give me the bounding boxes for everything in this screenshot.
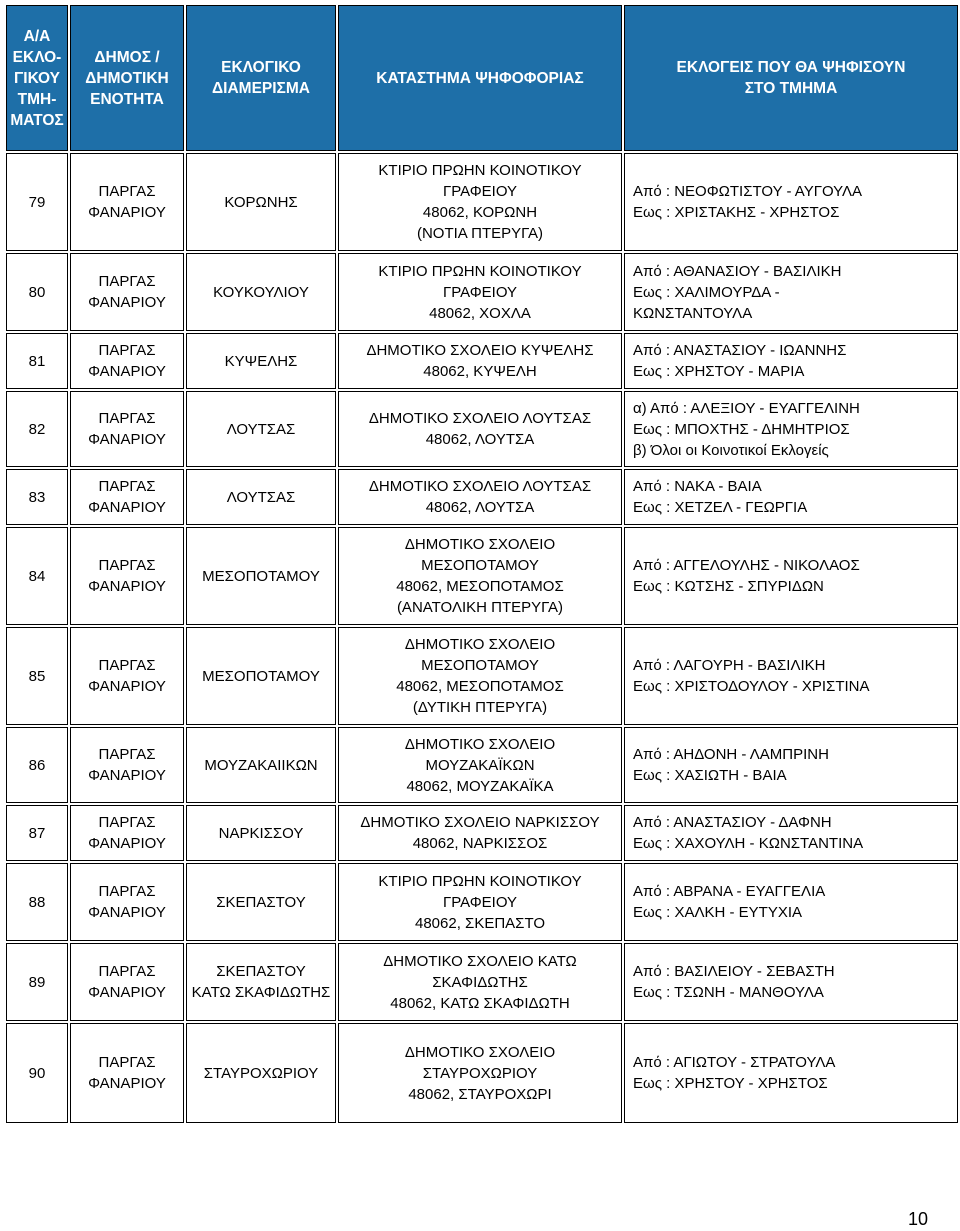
voters-range-cell bbox=[624, 863, 958, 941]
municipality-cell bbox=[70, 527, 184, 625]
cell-line: 48062, ΚΥΨΕΛΗ bbox=[423, 363, 537, 380]
cell-line: Από : ΒΑΣΙΛΕΙΟΥ - ΣΕΒΑΣΤΗ bbox=[633, 963, 835, 980]
cell-line: ΕΝΟΤΗΤΑ bbox=[90, 90, 164, 108]
cell-line: 48062, ΚΟΡΩΝΗ bbox=[422, 204, 538, 221]
electoral-district-cell bbox=[186, 253, 336, 331]
cell-line: ΔΗΜΟΤΙΚΟ ΣΧΟΛΕΙΟ bbox=[404, 536, 556, 553]
cell-line: ΜΟΥΖΑΚΑΙΙΚΩΝ bbox=[204, 756, 318, 774]
electoral-district-cell bbox=[186, 333, 336, 389]
polling-station-cell bbox=[338, 527, 622, 625]
cell-line: ΦΑΝΑΡΙΟΥ bbox=[88, 204, 166, 221]
cell-line: ΦΑΝΑΡΙΟΥ bbox=[88, 984, 166, 1001]
cell-line: 48062, ΝΑΡΚΙΣΣΟΣ bbox=[412, 835, 548, 852]
section-number-cell: 81 bbox=[6, 333, 68, 389]
cell-line: Εως : ΜΠΟΧΤΗΣ - ΔΗΜΗΤΡΙΟΣ bbox=[633, 420, 850, 438]
electoral-district-cell bbox=[186, 627, 336, 725]
cell-line: (ΔΥΤΙΚΗ ΠΤΕΡΥΓΑ) bbox=[412, 699, 548, 716]
cell-line: ΠΑΡΓΑΣ bbox=[98, 478, 156, 495]
cell-line: Από : ΑΗΔΟΝΗ - ΛΑΜΠΡΙΝΗ bbox=[633, 746, 829, 763]
cell-line: ΔΗΜΟΣ / bbox=[94, 48, 160, 66]
municipality-cell bbox=[70, 627, 184, 725]
cell-line: ΚΤΙΡΙΟ ΠΡΩΗΝ ΚΟΙΝΟΤΙΚΟΥ bbox=[378, 262, 582, 280]
polling-station-cell bbox=[338, 391, 622, 467]
cell-line: Από : ΝΑΚΑ - ΒΑΙΑ bbox=[633, 478, 762, 495]
electoral-district-cell bbox=[186, 943, 336, 1021]
electoral-district-cell bbox=[186, 469, 336, 525]
cell-line: ΚΤΙΡΙΟ ΠΡΩΗΝ ΚΟΙΝΟΤΙΚΟΥ bbox=[378, 162, 582, 179]
electoral-district-cell bbox=[186, 153, 336, 251]
voters-range-cell bbox=[624, 805, 958, 861]
electoral-district-cell bbox=[186, 727, 336, 803]
table-row bbox=[6, 727, 958, 803]
cell-line: ΜΕΣΟΠΟΤΑΜΟΥ bbox=[202, 667, 320, 685]
table-row bbox=[6, 527, 958, 625]
cell-line: ΚΑΤΑΣΤΗΜΑ ΨΗΦΟΦΟΡΙΑΣ bbox=[376, 69, 584, 87]
cell-line: Από : ΑΝΑΣΤΑΣΙΟΥ - ΙΩΑΝΝΗΣ bbox=[633, 342, 847, 359]
cell-line: Από : ΑΓΙΩΤΟΥ - ΣΤΡΑΤΟΥΛΑ bbox=[633, 1054, 836, 1071]
polling-station-cell bbox=[338, 1023, 622, 1123]
section-number-cell: 90 bbox=[6, 1023, 68, 1123]
cell-line: Εως : ΧΡΗΣΤΟΥ - ΧΡΗΣΤΟΣ bbox=[633, 1075, 828, 1092]
table-row bbox=[6, 469, 958, 525]
cell-line: ΕΚΛΟΓΙΚΟ bbox=[221, 59, 301, 76]
cell-line: ΛΟΥΤΣΑΣ bbox=[226, 488, 296, 506]
cell-line: ΜΟΥΖΑΚΑΪΚΩΝ bbox=[425, 756, 535, 774]
cell-line: ΠΑΡΓΑΣ bbox=[98, 410, 156, 427]
cell-line: Εως : ΧΑΛΚΗ - ΕΥΤΥΧΙΑ bbox=[633, 904, 802, 921]
cell-line: ΜΕΣΟΠΟΤΑΜΟΥ bbox=[202, 567, 320, 585]
electoral-district-cell bbox=[186, 1023, 336, 1123]
polling-stations-table bbox=[4, 3, 960, 1125]
cell-line: ΔΗΜΟΤΙΚΟ ΣΧΟΛΕΙΟ bbox=[404, 735, 556, 753]
cell-line: ΜΕΣΟΠΟΤΑΜΟΥ bbox=[421, 557, 539, 574]
cell-line: ΚΟΡΩΝΗΣ bbox=[224, 193, 298, 211]
polling-station-cell bbox=[338, 805, 622, 861]
table-row bbox=[6, 391, 958, 467]
cell-line: ΚΩΝΣΤΑΝΤΟΥΛΑ bbox=[633, 304, 753, 322]
polling-station-cell bbox=[338, 943, 622, 1021]
cell-line: Εως : ΧΑΣΙΩΤΗ - ΒΑΙΑ bbox=[633, 767, 787, 784]
voters-range-cell bbox=[624, 333, 958, 389]
cell-line: Από : ΝΕΟΦΩΤΙΣΤΟΥ - ΑΥΓΟΥΛΑ bbox=[633, 183, 863, 200]
municipality-cell bbox=[70, 469, 184, 525]
cell-line: Από : ΑΘΑΝΑΣΙΟΥ - ΒΑΣΙΛΙΚΗ bbox=[633, 262, 842, 280]
cell-line: Εως : ΧΡΙΣΤΑΚΗΣ - ΧΡΗΣΤΟΣ bbox=[633, 204, 840, 221]
electoral-district-cell bbox=[186, 805, 336, 861]
table-body bbox=[6, 153, 958, 1123]
electoral-district-cell bbox=[186, 863, 336, 941]
cell-line: ΝΑΡΚΙΣΣΟΥ bbox=[218, 824, 304, 842]
cell-line: ΓΙΚΟΥ bbox=[13, 69, 61, 87]
cell-line: ΠΑΡΓΑΣ bbox=[98, 746, 156, 763]
header-row bbox=[6, 5, 958, 151]
cell-line: ΦΑΝΑΡΙΟΥ bbox=[88, 431, 166, 448]
cell-line: ΔΗΜΟΤΙΚΟ ΣΧΟΛΕΙΟ ΚΥΨΕΛΗΣ bbox=[366, 342, 594, 359]
cell-line: ΣΤΑΥΡΟΧΩΡΙΟΥ bbox=[422, 1064, 538, 1082]
cell-line: ΣΚΕΠΑΣΤΟΥ bbox=[216, 963, 306, 980]
section-number-cell: 87 bbox=[6, 805, 68, 861]
cell-line: ΔΗΜΟΤΙΚΟ ΣΧΟΛΕΙΟ bbox=[404, 1043, 556, 1061]
cell-line: 48062, ΜΕΣΟΠΟΤΑΜΟΣ bbox=[396, 578, 564, 595]
cell-line: ΚΥΨΕΛΗΣ bbox=[224, 352, 298, 370]
cell-line: ΦΑΝΑΡΙΟΥ bbox=[88, 678, 166, 695]
cell-line: ΠΑΡΓΑΣ bbox=[98, 963, 156, 980]
cell-line: 48062, ΛΟΥΤΣΑ bbox=[425, 431, 535, 448]
header-section-number bbox=[6, 5, 68, 151]
header-electoral-district bbox=[186, 5, 336, 151]
cell-line: ΛΟΥΤΣΑΣ bbox=[226, 420, 296, 438]
cell-line: ΔΗΜΟΤΙΚΟ ΣΧΟΛΕΙΟ ΛΟΥΤΣΑΣ bbox=[368, 410, 592, 427]
table-row bbox=[6, 333, 958, 389]
cell-line: Από : ΑΓΓΕΛΟΥΛΗΣ - ΝΙΚΟΛΑΟΣ bbox=[633, 557, 860, 574]
municipality-cell bbox=[70, 805, 184, 861]
cell-line: Εως : ΤΣΩΝΗ - ΜΑΝΘΟΥΛΑ bbox=[633, 984, 824, 1001]
cell-line: ΦΑΝΑΡΙΟΥ bbox=[88, 294, 166, 311]
voters-range-cell bbox=[624, 527, 958, 625]
section-number-cell: 82 bbox=[6, 391, 68, 467]
header-polling-station bbox=[338, 5, 622, 151]
cell-line: ΦΑΝΑΡΙΟΥ bbox=[88, 578, 166, 595]
cell-line: ΦΑΝΑΡΙΟΥ bbox=[88, 904, 166, 921]
section-number-cell: 79 bbox=[6, 153, 68, 251]
polling-station-cell bbox=[338, 469, 622, 525]
cell-line: 48062, ΜΕΣΟΠΟΤΑΜΟΣ bbox=[396, 678, 564, 695]
cell-line: Εως : ΧΡΗΣΤΟΥ - ΜΑΡΙΑ bbox=[633, 363, 805, 380]
cell-line: ΔΙΑΜΕΡΙΣΜΑ bbox=[212, 80, 310, 97]
cell-line: ΔΗΜΟΤΙΚΟ ΣΧΟΛΕΙΟ ΛΟΥΤΣΑΣ bbox=[368, 478, 592, 495]
polling-station-cell bbox=[338, 153, 622, 251]
cell-line: β) Όλοι οι Κοινοτικοί Εκλογείς bbox=[633, 441, 829, 459]
cell-line: 48062, ΧΟΧΛΑ bbox=[429, 304, 531, 322]
cell-line: ΔΗΜΟΤΙΚΟ ΣΧΟΛΕΙΟ ΚΑΤΩ bbox=[383, 952, 577, 970]
table-row bbox=[6, 805, 958, 861]
table-row bbox=[6, 863, 958, 941]
table-row bbox=[6, 627, 958, 725]
cell-line: ΦΑΝΑΡΙΟΥ bbox=[88, 1075, 166, 1092]
cell-line: ΚΑΤΩ ΣΚΑΦΙΔΩΤΗΣ bbox=[191, 984, 331, 1001]
section-number-cell: 85 bbox=[6, 627, 68, 725]
voters-range-cell bbox=[624, 727, 958, 803]
cell-line: 48062, ΛΟΥΤΣΑ bbox=[425, 499, 535, 516]
cell-line: ΣΤΟ ΤΜΗΜΑ bbox=[744, 80, 838, 97]
table-row bbox=[6, 253, 958, 331]
municipality-cell bbox=[70, 727, 184, 803]
cell-line: Εως : ΧΑΛΙΜΟΥΡΔΑ - bbox=[633, 283, 780, 301]
cell-line: ΠΑΡΓΑΣ bbox=[98, 557, 156, 574]
cell-line: ΣΚΑΦΙΔΩΤΗΣ bbox=[432, 973, 528, 991]
polling-station-cell bbox=[338, 727, 622, 803]
section-number-cell: 80 bbox=[6, 253, 68, 331]
voters-range-cell bbox=[624, 153, 958, 251]
cell-line: Εως : ΚΩΤΣΗΣ - ΣΠΥΡΙΔΩΝ bbox=[633, 578, 824, 595]
cell-line: Εως : ΧΑΧΟΥΛΗ - ΚΩΝΣΤΑΝΤΙΝΑ bbox=[633, 835, 864, 852]
section-number-cell: 89 bbox=[6, 943, 68, 1021]
cell-line: Εως : ΧΕΤΖΕΛ - ΓΕΩΡΓΙΑ bbox=[633, 499, 808, 516]
polling-station-cell bbox=[338, 863, 622, 941]
cell-line: ΦΑΝΑΡΙΟΥ bbox=[88, 499, 166, 516]
table-row bbox=[6, 943, 958, 1021]
polling-station-cell bbox=[338, 333, 622, 389]
cell-line: Από : ΛΑΓΟΥΡΗ - ΒΑΣΙΛΙΚΗ bbox=[633, 657, 826, 674]
municipality-cell bbox=[70, 333, 184, 389]
cell-line: ΕΚΛΟΓΕΙΣ ΠΟΥ ΘΑ ΨΗΦΙΣΟΥΝ bbox=[676, 59, 906, 76]
cell-line: (ΝΟΤΙΑ ΠΤΕΡΥΓΑ) bbox=[416, 225, 544, 242]
table-row bbox=[6, 153, 958, 251]
cell-line: ΠΑΡΓΑΣ bbox=[98, 273, 156, 290]
section-number-cell: 86 bbox=[6, 727, 68, 803]
cell-line: ΠΑΡΓΑΣ bbox=[98, 1054, 156, 1071]
cell-line: ΤΜΗ- bbox=[17, 90, 57, 108]
electoral-district-cell bbox=[186, 527, 336, 625]
cell-line: (ΑΝΑΤΟΛΙΚΗ ΠΤΕΡΥΓΑ) bbox=[396, 599, 564, 616]
municipality-cell bbox=[70, 153, 184, 251]
cell-line: ΦΑΝΑΡΙΟΥ bbox=[88, 363, 166, 380]
cell-line: Α/Α bbox=[23, 27, 51, 45]
cell-line: ΓΡΑΦΕΙΟΥ bbox=[442, 283, 518, 301]
cell-line: 48062, ΣΤΑΥΡΟΧΩΡΙ bbox=[408, 1085, 552, 1103]
cell-line: 48062, ΜΟΥΖΑΚΑΪΚΑ bbox=[406, 777, 554, 795]
cell-line: ΔΗΜΟΤΙΚΟ ΣΧΟΛΕΙΟ ΝΑΡΚΙΣΣΟΥ bbox=[360, 814, 600, 831]
voters-range-cell bbox=[624, 943, 958, 1021]
cell-line: ΔΗΜΟΤΙΚΟ ΣΧΟΛΕΙΟ bbox=[404, 636, 556, 653]
voters-range-cell bbox=[624, 253, 958, 331]
cell-line: 48062, ΚΑΤΩ ΣΚΑΦΙΔΩΤΗ bbox=[390, 994, 570, 1012]
cell-line: ΠΑΡΓΑΣ bbox=[98, 657, 156, 674]
cell-line: ΕΚΛΟ- bbox=[12, 48, 62, 66]
cell-line: ΠΑΡΓΑΣ bbox=[98, 183, 156, 200]
cell-line: ΚΤΙΡΙΟ ΠΡΩΗΝ ΚΟΙΝΟΤΙΚΟΥ bbox=[378, 872, 582, 890]
voters-range-cell bbox=[624, 627, 958, 725]
cell-line: ΦΑΝΑΡΙΟΥ bbox=[88, 767, 166, 784]
polling-station-cell bbox=[338, 253, 622, 331]
cell-line: ΚΟΥΚΟΥΛΙΟΥ bbox=[213, 283, 309, 301]
page-number: 10 bbox=[907, 1209, 928, 1229]
cell-line: ΓΡΑΦΕΙΟΥ bbox=[442, 893, 518, 911]
cell-line: ΣΚΕΠΑΣΤΟΥ bbox=[216, 893, 306, 911]
cell-line: 48062, ΣΚΕΠΑΣΤΟ bbox=[415, 914, 545, 932]
section-number-cell: 84 bbox=[6, 527, 68, 625]
header-municipality bbox=[70, 5, 184, 151]
municipality-cell bbox=[70, 253, 184, 331]
cell-line: Από : ΑΒΡΑΝΑ - ΕΥΑΓΓΕΛΙΑ bbox=[633, 883, 826, 900]
cell-line: ΜΑΤΟΣ bbox=[10, 111, 64, 129]
cell-line: ΔΗΜΟΤΙΚΗ bbox=[85, 69, 169, 87]
cell-line: ΣΤΑΥΡΟΧΩΡΙΟΥ bbox=[203, 1064, 319, 1082]
section-number-cell: 88 bbox=[6, 863, 68, 941]
voters-range-cell bbox=[624, 391, 958, 467]
municipality-cell bbox=[70, 943, 184, 1021]
cell-line: ΜΕΣΟΠΟΤΑΜΟΥ bbox=[421, 657, 539, 674]
municipality-cell bbox=[70, 863, 184, 941]
section-number-cell: 83 bbox=[6, 469, 68, 525]
cell-line: Εως : ΧΡΙΣΤΟΔΟΥΛΟΥ - ΧΡΙΣΤΙΝΑ bbox=[633, 678, 870, 695]
voters-range-cell bbox=[624, 469, 958, 525]
electoral-district-cell bbox=[186, 391, 336, 467]
cell-line: ΠΑΡΓΑΣ bbox=[98, 342, 156, 359]
cell-line: ΠΑΡΓΑΣ bbox=[98, 883, 156, 900]
polling-station-cell bbox=[338, 627, 622, 725]
table-row bbox=[6, 1023, 958, 1123]
cell-line: ΓΡΑΦΕΙΟΥ bbox=[442, 183, 518, 200]
cell-line: Από : ΑΝΑΣΤΑΣΙΟΥ - ΔΑΦΝΗ bbox=[633, 814, 832, 831]
municipality-cell bbox=[70, 391, 184, 467]
municipality-cell bbox=[70, 1023, 184, 1123]
voters-range-cell bbox=[624, 1023, 958, 1123]
cell-line: ΦΑΝΑΡΙΟΥ bbox=[88, 835, 166, 852]
cell-line: α) Από : ΑΛΕΞΙΟΥ - ΕΥΑΓΓΕΛΙΝΗ bbox=[633, 399, 860, 417]
cell-line: ΠΑΡΓΑΣ bbox=[98, 814, 156, 831]
header-voters bbox=[624, 5, 958, 151]
